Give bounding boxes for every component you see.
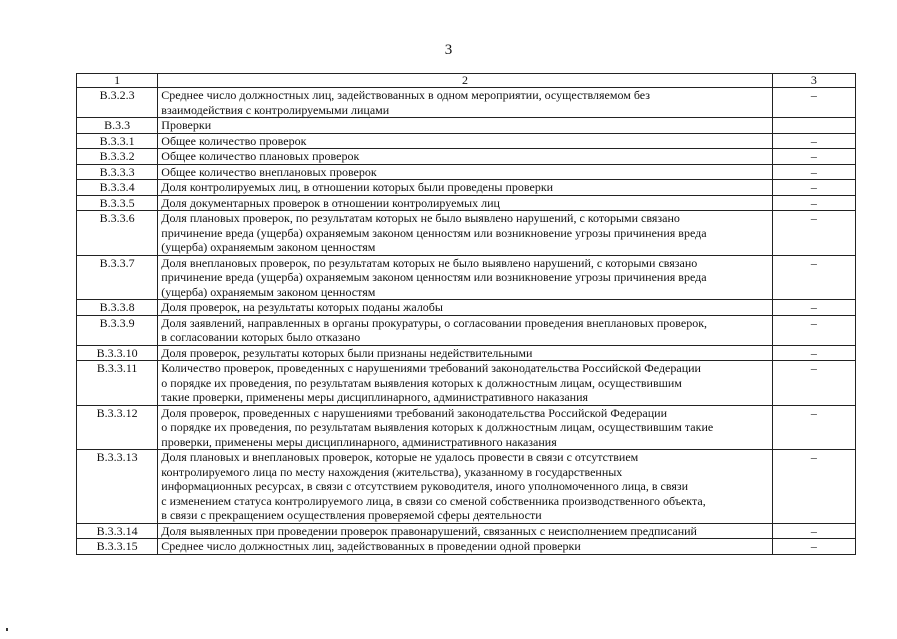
description-line: взаимодействия с контролируемыми лицами: [161, 102, 390, 117]
table-row: [77, 118, 856, 134]
indicator-description: [158, 211, 772, 256]
indicator-code: В.3.3.5: [77, 195, 158, 211]
indicator-description: [158, 300, 772, 316]
indicator-description: [158, 195, 772, 211]
table-row: [77, 315, 856, 345]
description-line: Доля заявлений, направленных в органы прокуратуры, о согласовании проведения внеплановых проверок,: [161, 315, 708, 330]
indicator-description: [158, 361, 772, 406]
indicator-code: В.3.3.10: [77, 345, 158, 361]
table-row: [77, 539, 856, 555]
indicator-description: [158, 180, 772, 196]
indicator-description: [158, 450, 772, 524]
indicator-description: [158, 405, 772, 450]
description-line: Доля проверок, на результаты которых поданы жалобы: [161, 300, 443, 314]
table-header-row: [77, 74, 856, 88]
indicator-value: –: [772, 195, 855, 211]
description-line: причинение вреда (ущерба) охраняемым законом ценностям или возникновение угрозы причинения вреда: [161, 270, 707, 284]
description-line: (ущерба) охраняемым законом ценностям: [161, 284, 376, 299]
indicator-value: –: [772, 164, 855, 180]
indicator-value: –: [772, 523, 855, 539]
table-row: [77, 195, 856, 211]
table-row: [77, 361, 856, 406]
scan-speck: [6, 628, 8, 631]
indicator-value: –: [772, 149, 855, 165]
description-line: Проверки: [161, 118, 212, 132]
indicator-description: [158, 345, 772, 361]
description-line: Доля плановых и внеплановых проверок, которые не удалось провести в связи с отсутствием: [161, 450, 639, 464]
indicator-code: В.3.3.9: [77, 315, 158, 345]
indicator-code: В.3.3.12: [77, 405, 158, 450]
description-line: Доля контролируемых лиц, в отношении которых были проведены проверки: [161, 180, 554, 194]
indicator-description: [158, 164, 772, 180]
header-col-2: 2: [158, 74, 772, 88]
indicator-code: В.3.3.6: [77, 211, 158, 256]
indicator-code: В.3.3: [77, 118, 158, 134]
indicator-code: В.3.3.7: [77, 255, 158, 300]
indicator-value: –: [772, 211, 855, 256]
table-row: [77, 300, 856, 316]
indicator-value: –: [772, 405, 855, 450]
indicator-code: В.3.3.14: [77, 523, 158, 539]
description-line: Общее количество плановых проверок: [161, 149, 360, 163]
description-line: такие проверки, применены меры дисциплинарного, административного наказания: [161, 390, 589, 404]
description-line: с изменением статуса контролируемого лица, в связи со сменой собственника производственного объекта,: [161, 493, 706, 508]
header-col-3: 3: [772, 74, 855, 88]
description-line: информационных ресурсах, в связи с отсутствием руководителя, иного уполномоченного лица, в связи: [161, 479, 689, 493]
table-row: [77, 133, 856, 149]
indicator-value: –: [772, 180, 855, 196]
indicator-value: –: [772, 345, 855, 361]
indicator-description: [158, 133, 772, 149]
indicator-code: В.3.3.3: [77, 164, 158, 180]
header-col-1: 1: [77, 74, 158, 88]
description-line: проверки, применены меры дисциплинарного, административного наказания: [161, 434, 557, 449]
table-row: [77, 405, 856, 450]
indicator-value: –: [772, 315, 855, 345]
description-line: Доля выявленных при проведении проверок правонарушений, связанных с неисполнением предписаний: [161, 523, 697, 538]
indicator-description: [158, 315, 772, 345]
indicator-code: В.3.3.1: [77, 133, 158, 149]
description-line: Доля внеплановых проверок, по результатам которых не было выявлено нарушений, с которыми связано: [161, 255, 698, 270]
description-line: в связи с прекращением осуществления проверяемой сферы деятельности: [161, 508, 542, 522]
indicator-description: [158, 523, 772, 539]
indicator-value: –: [772, 255, 855, 300]
description-line: Общее количество внеплановых проверок: [161, 164, 377, 179]
description-line: о порядке их проведения, по результатам выявления которых к должностным лицам, осуществившим: [161, 375, 682, 390]
indicator-value: [772, 118, 855, 134]
indicator-description: [158, 88, 772, 118]
indicator-code: В.3.3.4: [77, 180, 158, 196]
table-row: [77, 211, 856, 256]
indicator-description: [158, 149, 772, 165]
description-line: Доля документарных проверок в отношении контролируемых лиц: [161, 195, 500, 210]
indicator-code: В.3.3.13: [77, 450, 158, 524]
description-line: Доля проверок, проведенных с нарушениями требований законодательства Российской Федерации: [161, 405, 668, 420]
description-line: (ущерба) охраняемым законом ценностям: [161, 240, 376, 254]
table-row: [77, 523, 856, 539]
page-number: 3: [444, 42, 453, 58]
indicator-code: В.3.3.2: [77, 149, 158, 165]
table-row: [77, 180, 856, 196]
description-line: в согласовании которых было отказано: [161, 330, 361, 344]
indicator-value: –: [772, 88, 855, 118]
indicator-code: В.3.3.15: [77, 539, 158, 555]
description-line: о порядке их проведения, по результатам выявления которых к должностным лицам, осуществившим такие: [161, 420, 714, 434]
indicator-code: В.3.2.3: [77, 88, 158, 118]
description-line: контролируемого лица по месту нахождения (жительства), указанному в государственных: [161, 464, 623, 479]
indicator-description: [158, 118, 772, 134]
table-row: [77, 450, 856, 524]
description-line: Среднее число должностных лиц, задействованных в проведении одной проверки: [161, 539, 581, 553]
description-line: Среднее число должностных лиц, задействованных в одном мероприятии, осуществляемом без: [161, 88, 650, 102]
indicator-value: –: [772, 361, 855, 406]
indicator-description: [158, 539, 772, 555]
description-line: Общее количество проверок: [161, 133, 307, 148]
indicator-value: –: [772, 450, 855, 524]
description-line: Доля проверок, результаты которых были признаны недействительными: [161, 345, 533, 360]
indicators-table: [76, 73, 856, 555]
indicator-value: –: [772, 133, 855, 149]
table-row: [77, 149, 856, 165]
table-row: [77, 164, 856, 180]
indicator-code: В.3.3.11: [77, 361, 158, 406]
table-row: [77, 255, 856, 300]
description-line: Доля плановых проверок, по результатам которых не было выявлено нарушений, с которыми связано: [161, 211, 680, 225]
description-line: Количество проверок, проведенных с нарушениями требований законодательства Российской Федерации: [161, 361, 701, 375]
indicator-value: –: [772, 300, 855, 316]
indicator-code: В.3.3.8: [77, 300, 158, 316]
indicator-description: [158, 255, 772, 300]
description-line: причинение вреда (ущерба) охраняемым законом ценностям или возникновение угрозы причинения вреда: [161, 225, 707, 240]
table-row: [77, 88, 856, 118]
indicator-value: –: [772, 539, 855, 555]
table-row: [77, 345, 856, 361]
